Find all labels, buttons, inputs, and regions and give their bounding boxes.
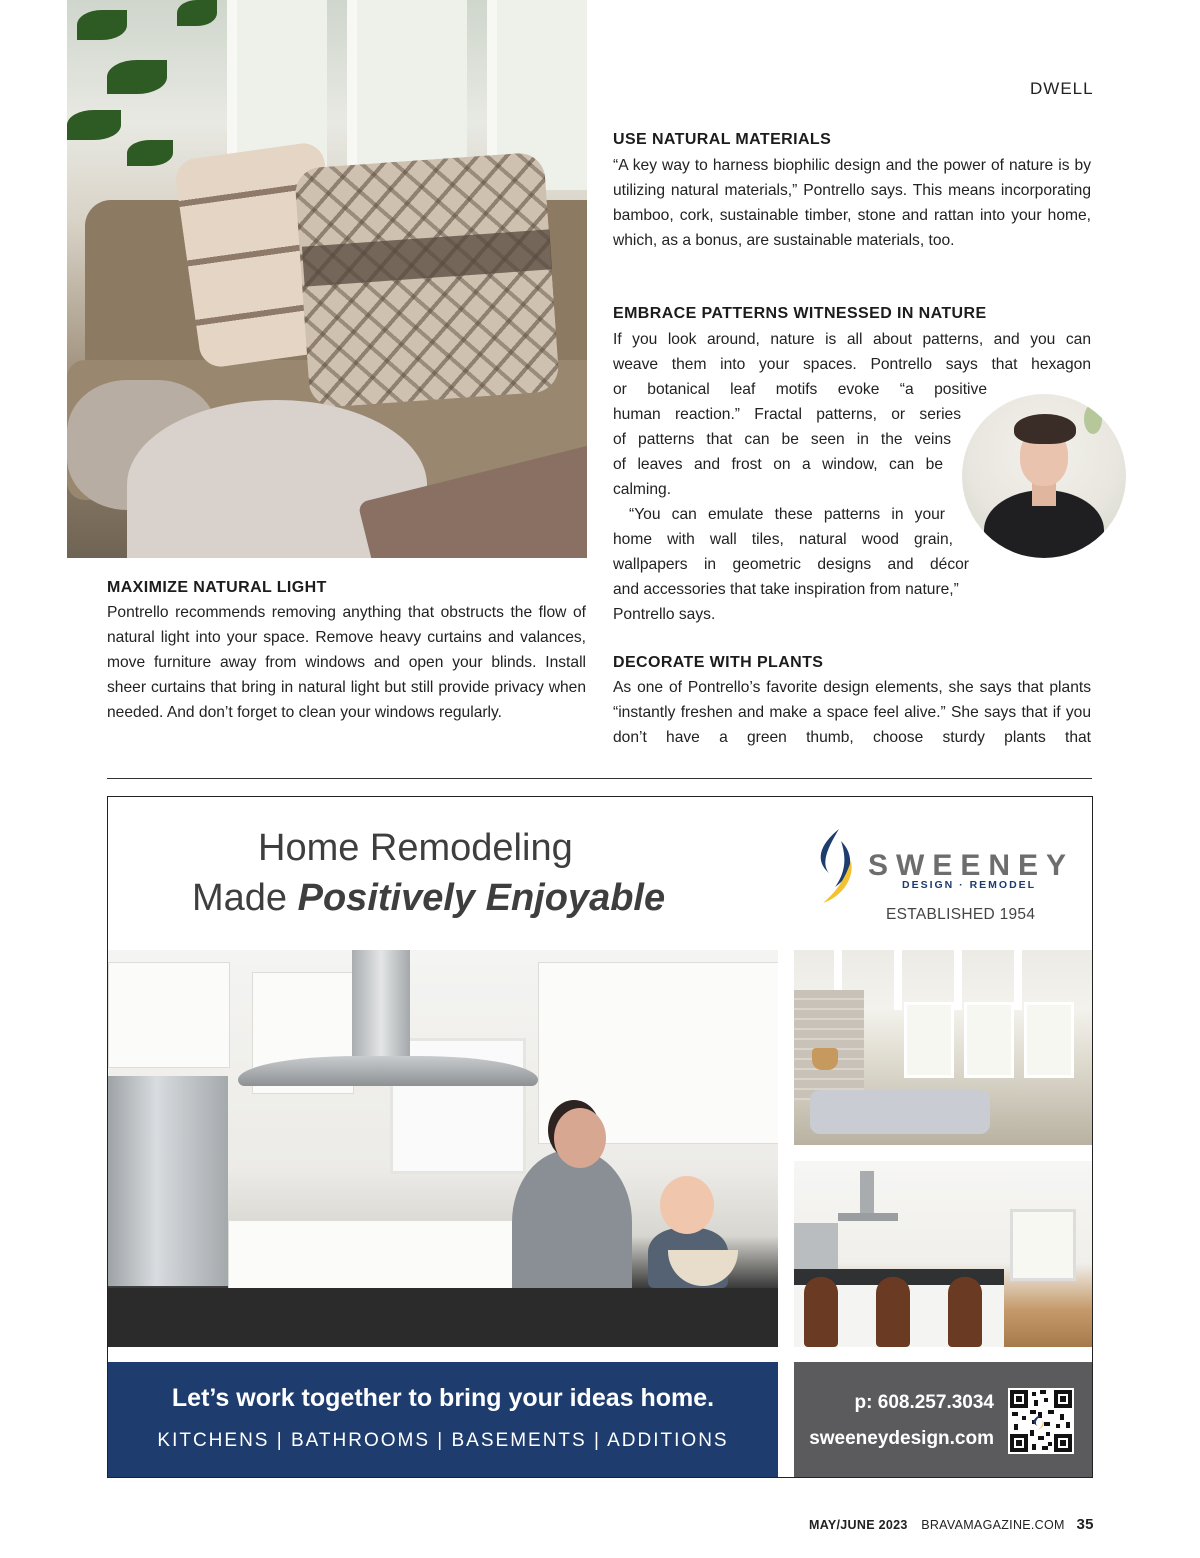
body-natural-light: Pontrello recommends removing anything that obstructs the flow of natural light into your space. Remove heavy curtains and valances, move furniture away from windows and open your blinds. Install sheer curtains that bring in natural light but still provide privacy when needed. And don’t forget to clean your windows regularly. [107,604,586,721]
services-list: KITCHENS | BATHROOMS | BASEMENTS | ADDITIONS [157,1430,729,1451]
patterns-line-2: weave them into your spaces. Pontrello says that hexagon [613,356,1091,373]
phone-number[interactable]: p: 608.257.3034 [854,1392,994,1413]
quote-line-5: Pontrello says. [613,606,716,623]
quote-line-1: “You can emulate these patterns in your [629,506,945,523]
brand-tagline: DESIGN · REMODEL [902,879,1037,891]
qr-code-icon[interactable] [1008,1388,1074,1454]
cta-banner [108,1362,778,1477]
page-number: 35 [1076,1516,1094,1533]
patterns-line-4: human reaction.” Fractal patterns, or series [613,406,961,423]
established-year: ESTABLISHED 1954 [886,906,1036,923]
body-plants: As one of Pontrello’s favorite design elements, she says that plants “instantly freshen and make a space feel alive.” She says that if you don’t have a green thumb, choose sturdy plants that [613,679,1091,746]
patterns-line-7: calming. [613,481,672,498]
page-folio [809,1516,1094,1533]
paragraph-natural-materials [613,153,1091,253]
paragraph-natural-light [107,600,586,725]
kitchen-island-photo [794,1161,1092,1347]
cta-text: Let’s work together to bring your ideas home. [171,1384,715,1412]
kitchen-photo [108,950,778,1347]
magazine-site: BRAVAMAGAZINE.COM [921,1518,1065,1532]
paragraph-patterns-wrapped [613,377,987,502]
ad-headline-line-2 [192,877,665,920]
ad-headline-prefix: Made [192,877,298,919]
quote-line-4: and accessories that take inspiration from nature,” [613,581,959,598]
sofa-pillows-photo [67,0,587,558]
heading-plants: DECORATE WITH PLANTS [613,654,824,671]
quote-line-3: wallpapers in geometric designs and décor [613,556,969,573]
patterns-line-3: or botanical leaf motifs evoke “a positive [613,381,987,398]
heading-natural-light: MAXIMIZE NATURAL LIGHT [107,579,327,596]
heading-patterns: EMBRACE PATTERNS WITNESSED IN NATURE [613,305,987,322]
living-room-photo [794,950,1092,1145]
body-natural-materials: “A key way to harness biophilic design and the power of nature is by utilizing natural materials,” Pontrello says. This means incorporating bamboo, cork, sustainable timber, stone and rattan into your home, which, as a bonus, are sustainable materials, too. [613,157,1091,249]
heading-natural-materials: USE NATURAL MATERIALS [613,131,832,148]
section-label: DWELL [1030,79,1094,98]
patterns-line-1: If you look around, nature is all about patterns, and you can [613,331,1091,348]
ad-headline-line-1: Home Remodeling [258,827,573,869]
section-divider [107,778,1092,779]
paragraph-patterns-quote [613,502,1013,627]
paragraph-patterns-full [613,327,1091,377]
sweeney-advertisement[interactable] [107,796,1093,1478]
brand-name: SWEENEY [868,849,1075,882]
sweeney-logo-icon [811,827,859,905]
issue-date: MAY/JUNE 2023 [809,1518,908,1532]
designer-portrait [962,394,1126,558]
contact-panel [794,1362,1092,1477]
paragraph-plants [613,675,1091,750]
patterns-line-6: of leaves and frost on a window, can be [613,456,943,473]
quote-line-2: home with wall tiles, natural wood grain, [613,531,953,548]
website-link[interactable]: sweeneydesign.com [809,1428,994,1449]
ad-headline-emphasis: Positively Enjoyable [297,877,666,919]
patterns-line-5: of patterns that can be seen in the veins [613,431,951,448]
